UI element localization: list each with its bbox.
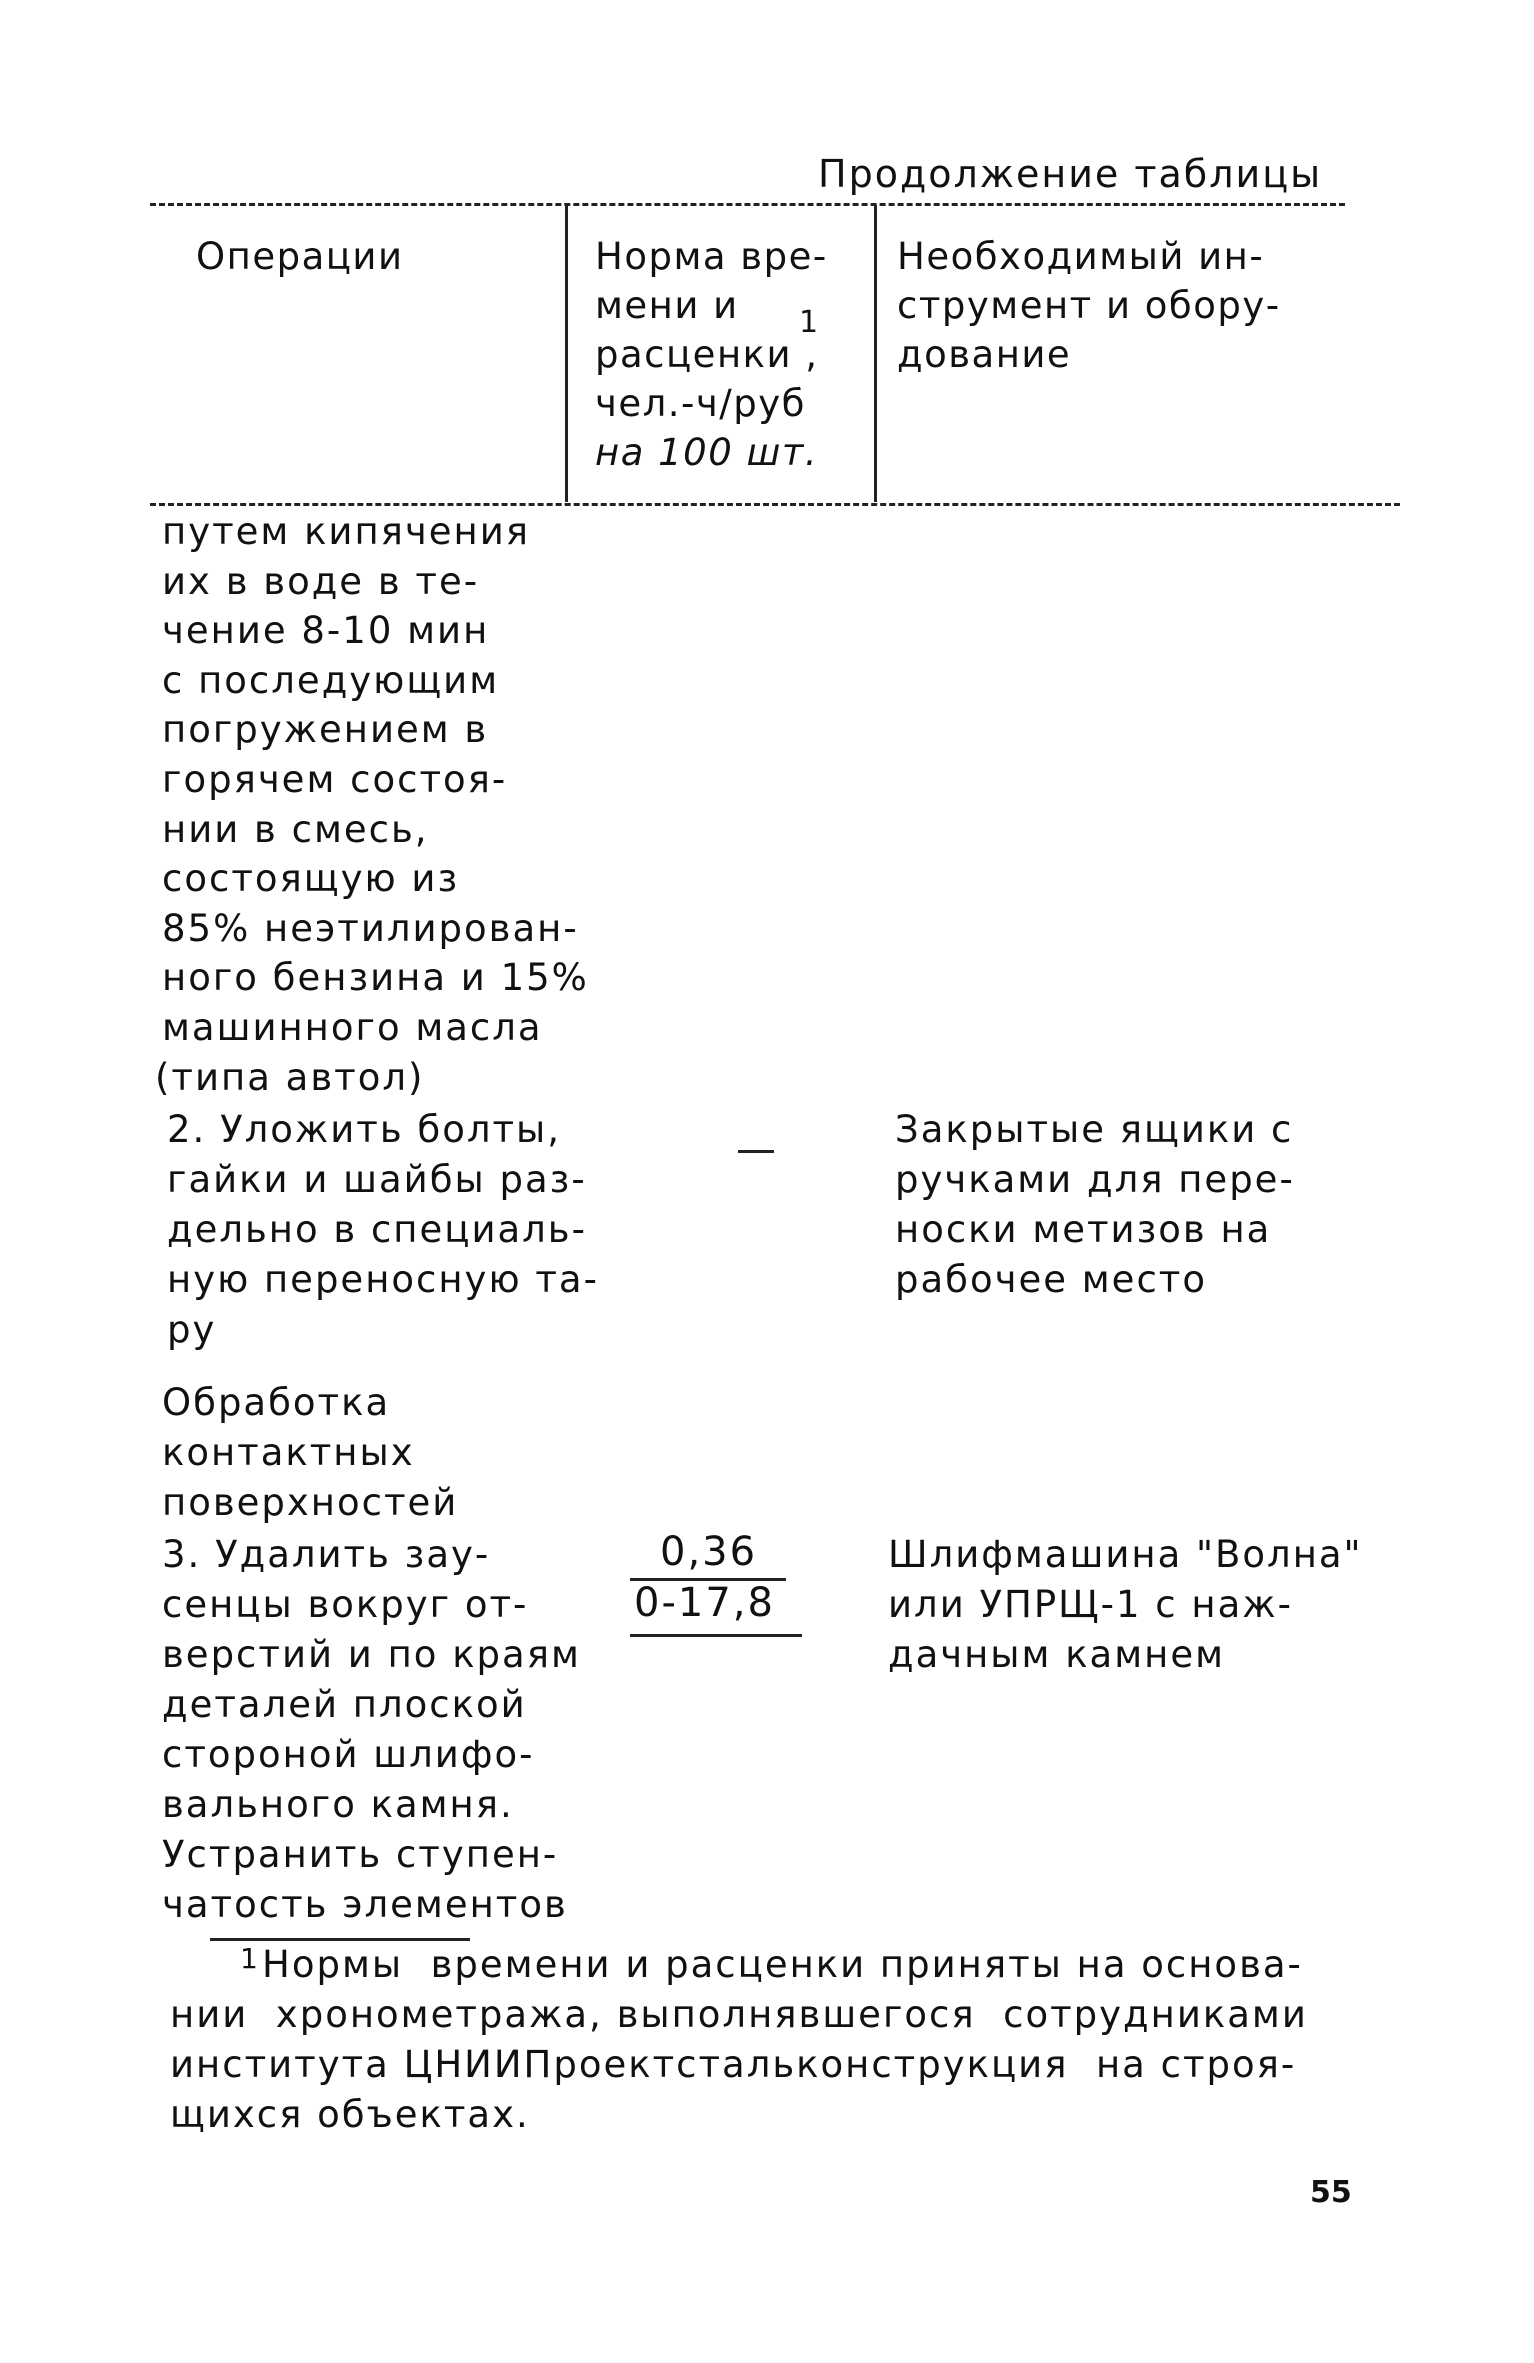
header-column-divider-2: [874, 205, 877, 502]
tools-line: носки метизов на: [895, 1208, 1272, 1251]
footnote-line: щихся объектах.: [170, 2093, 530, 2136]
operation-line: сенцы вокруг от-: [162, 1583, 529, 1626]
operation-line: вального камня.: [162, 1783, 514, 1826]
section-title-line: контактных: [162, 1431, 415, 1474]
operation-line: ную переносную та-: [167, 1258, 599, 1301]
header-norm-line: мени и: [595, 284, 739, 327]
section-title-line: поверхностей: [162, 1481, 459, 1524]
operation-line: 2. Уложить болты,: [167, 1108, 562, 1151]
operation-line: чение 8-10 мин: [162, 609, 490, 652]
operation-line: 3. Удалить зау-: [162, 1533, 491, 1576]
norm-denominator: 0-17,8: [634, 1580, 775, 1626]
footnote-line: нии хронометража, выполнявшегося сотрудниками: [170, 1993, 1308, 2036]
operation-line: путем кипячения: [162, 510, 531, 553]
fraction-underline: [630, 1634, 802, 1637]
operation-line: Устранить ступен-: [162, 1833, 559, 1876]
operation-line: чатость элементов: [162, 1883, 568, 1926]
table-caption: Продолжение таблицы: [818, 152, 1323, 196]
operation-line: состоящую из: [162, 857, 460, 900]
operation-line: горячем состоя-: [162, 758, 508, 801]
tools-line: дачным камнем: [888, 1633, 1225, 1676]
footnote-line: института ЦНИИПроектстальконструкция на строя-: [170, 2043, 1297, 2086]
operation-line: 85% неэтилирован-: [162, 907, 579, 950]
operation-line: (типа автол): [155, 1056, 425, 1099]
section-title-line: Обработка: [162, 1381, 391, 1424]
tools-line: ручками для пере-: [895, 1158, 1295, 1201]
header-norm-line: расценки ,: [595, 333, 819, 376]
row-2-norm-dash: [738, 1150, 774, 1153]
header-norm-line: чел.-ч/руб: [595, 382, 806, 425]
operation-line: ного бензина и 15%: [162, 956, 589, 999]
header-tools-line: дование: [897, 333, 1072, 376]
operation-line: деталей плоской: [162, 1683, 527, 1726]
footnote-line: Нормы времени и расценки приняты на основа-: [262, 1943, 1303, 1986]
header-norm-line: на 100 шт.: [595, 431, 819, 474]
header-operations: Операции: [196, 235, 404, 278]
norm-numerator: 0,36: [660, 1529, 758, 1575]
header-bottom-rule: [150, 503, 1400, 506]
operation-line: с последующим: [162, 659, 500, 702]
operation-line: гайки и шайбы раз-: [167, 1158, 587, 1201]
operation-line: верстий и по краям: [162, 1633, 581, 1676]
operation-line: машинного масла: [162, 1006, 543, 1049]
tools-line: Закрытые ящики с: [895, 1108, 1294, 1151]
tools-line: Шлифмашина "Волна": [888, 1533, 1363, 1576]
operation-line: стороной шлифо-: [162, 1733, 535, 1776]
header-norm-footnote-mark: 1: [799, 305, 819, 340]
operation-line: нии в смесь,: [162, 808, 429, 851]
tools-line: или УПРЩ-1 с наж-: [888, 1583, 1293, 1626]
header-norm-line: Норма вре-: [595, 235, 828, 278]
operation-line: ру: [167, 1308, 217, 1351]
header-top-rule: [150, 203, 1345, 206]
operation-line: их в воде в те-: [162, 560, 480, 603]
tools-line: рабочее место: [895, 1258, 1207, 1301]
header-column-divider-1: [565, 205, 568, 502]
footnote-mark: 1: [240, 1942, 258, 1975]
header-tools-line: Необходимый ин-: [897, 235, 1265, 278]
header-tools-line: струмент и обору-: [897, 284, 1281, 327]
operation-line: дельно в специаль-: [167, 1208, 587, 1251]
page-number: 55: [1310, 2175, 1352, 2210]
operation-line: погружением в: [162, 708, 489, 751]
